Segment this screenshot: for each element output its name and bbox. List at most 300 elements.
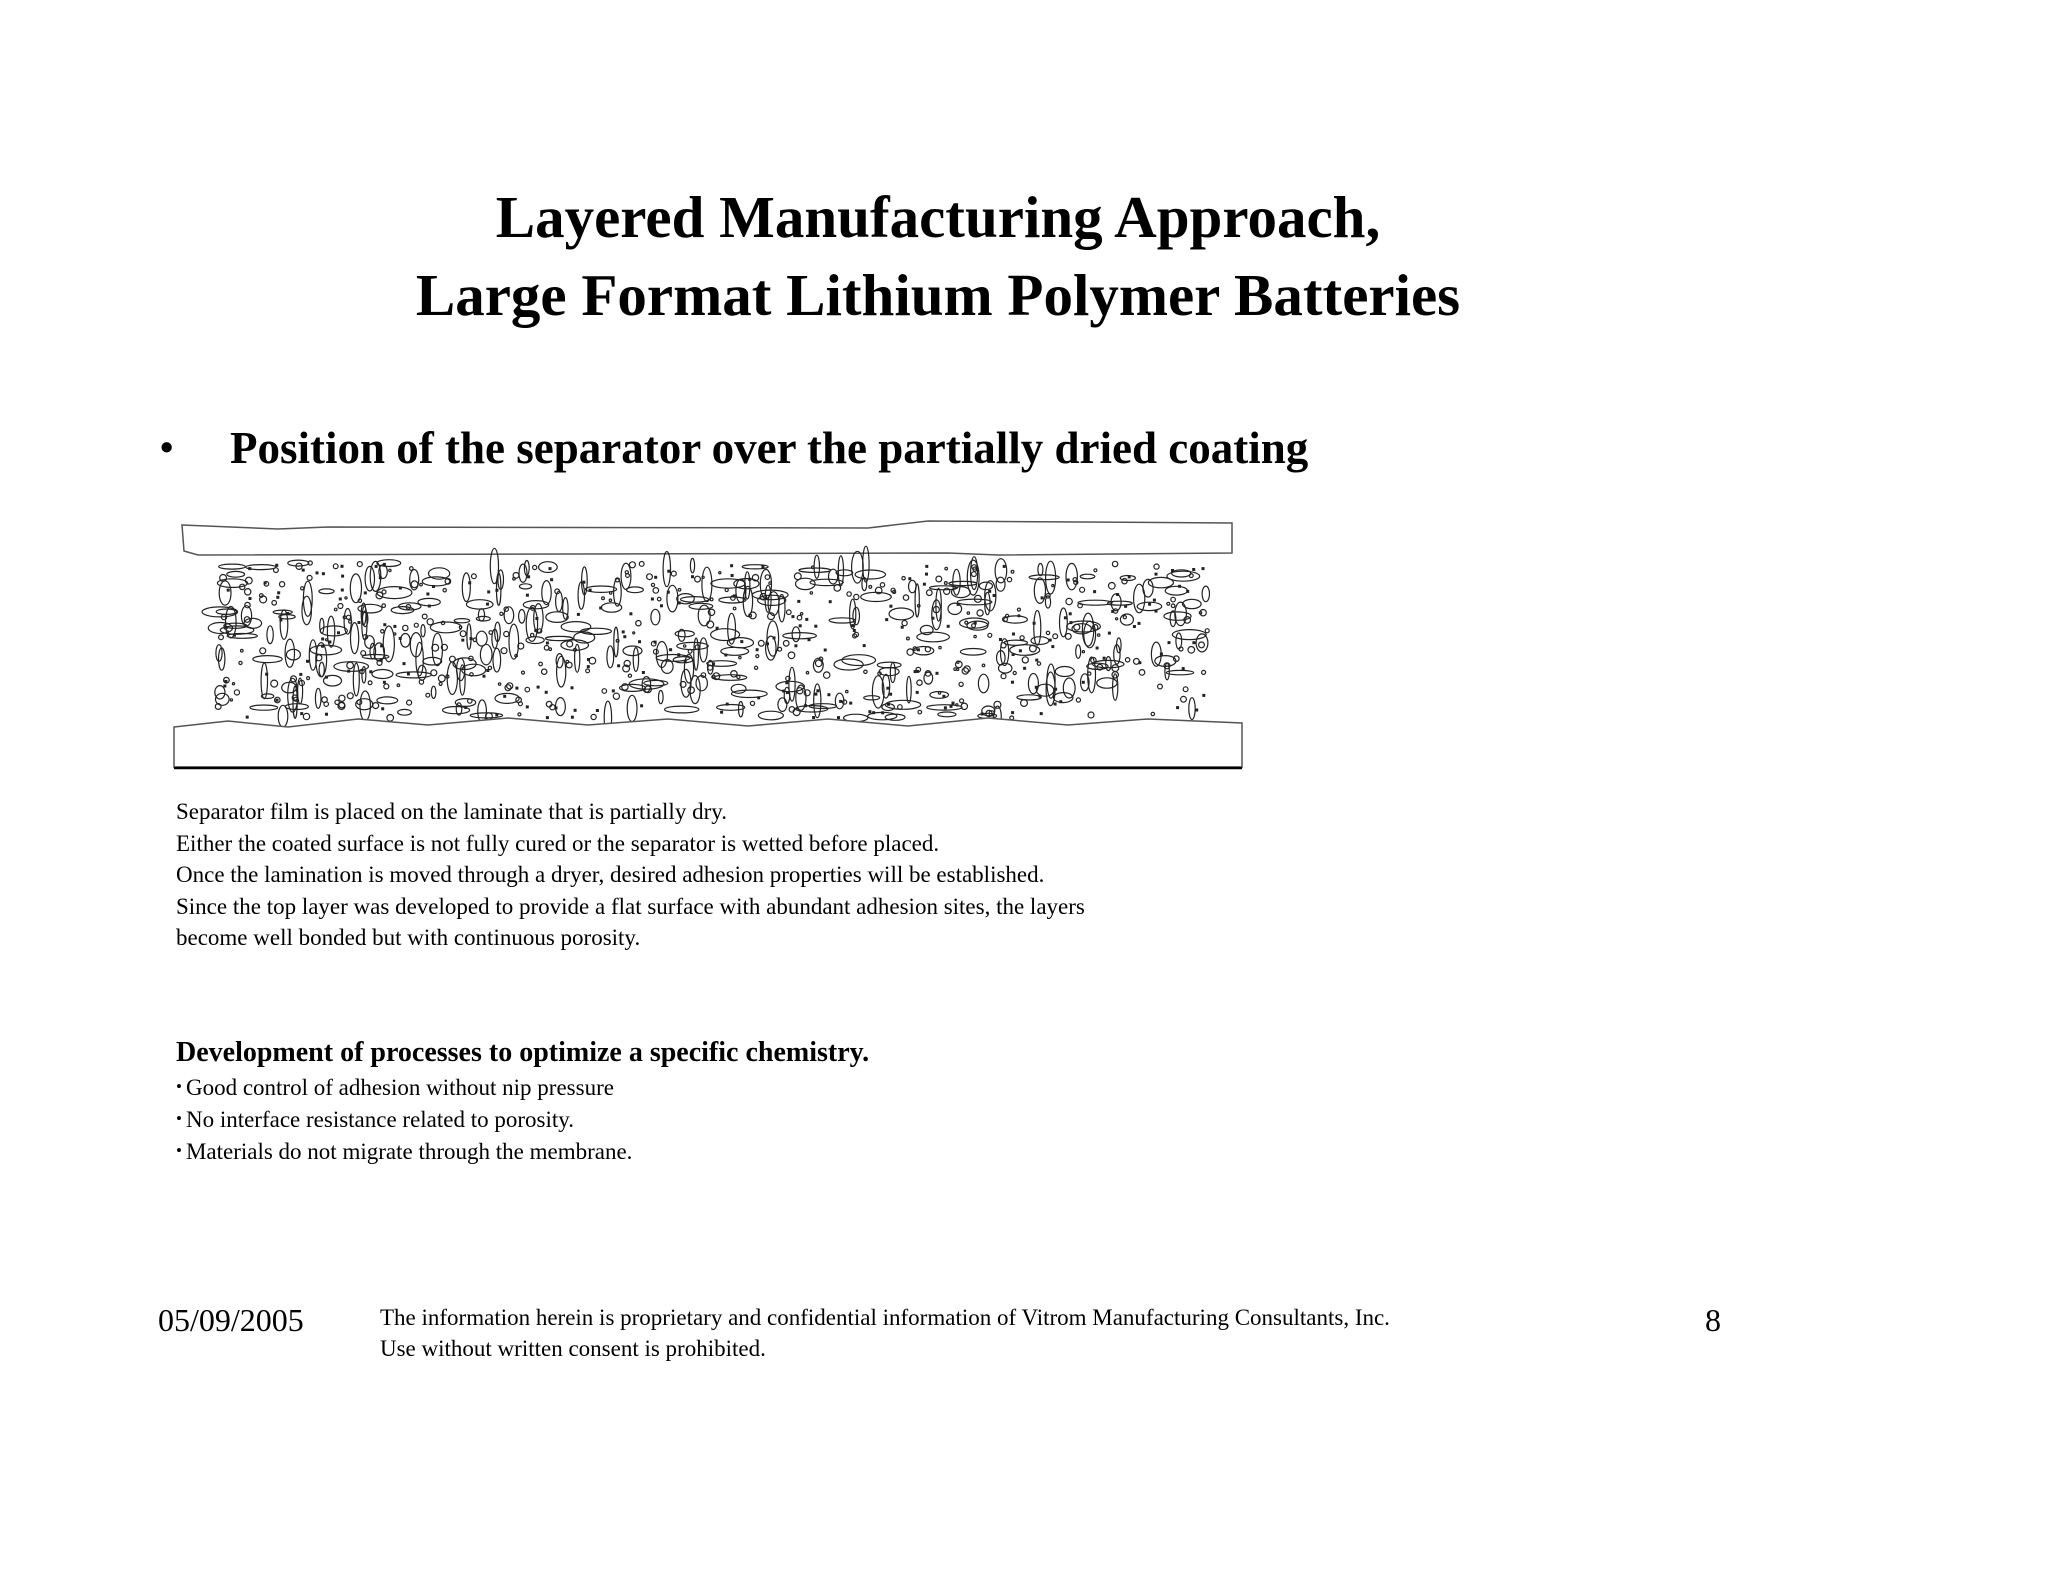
coating-particle bbox=[454, 619, 469, 623]
coating-particle bbox=[421, 625, 425, 637]
coating-particle bbox=[651, 583, 654, 586]
coating-particle bbox=[665, 706, 699, 713]
coating-particle bbox=[1196, 634, 1208, 652]
coating-particle bbox=[945, 567, 948, 570]
coating-particle bbox=[778, 698, 787, 712]
coating-particle bbox=[936, 672, 938, 674]
coating-particle bbox=[725, 654, 727, 656]
coating-particle bbox=[885, 714, 905, 720]
coating-particle bbox=[737, 675, 740, 678]
coating-particle bbox=[952, 702, 954, 704]
coating-particle bbox=[814, 555, 819, 578]
coating-particle bbox=[602, 597, 605, 600]
coating-particle bbox=[1003, 566, 1005, 568]
coating-particle bbox=[879, 668, 899, 676]
coating-particle bbox=[1165, 586, 1187, 595]
coating-particle bbox=[668, 570, 670, 572]
description-line-4: Since the top layer was developed to provide a flat surface with abundant adhesion sites, the layers bbox=[176, 893, 1085, 919]
coating-particle bbox=[829, 601, 831, 603]
coating-particle bbox=[1034, 578, 1045, 604]
coating-particle bbox=[341, 565, 343, 567]
coating-particle bbox=[403, 625, 408, 630]
coating-particle bbox=[1069, 613, 1071, 615]
coating-particle bbox=[219, 635, 224, 640]
coating-particle bbox=[338, 632, 340, 634]
coating-particle bbox=[307, 677, 310, 680]
coating-particle bbox=[370, 671, 372, 673]
coating-particle bbox=[398, 709, 412, 715]
coating-particle bbox=[1055, 667, 1074, 677]
coating-particle bbox=[601, 603, 621, 612]
coating-particle bbox=[924, 583, 926, 585]
coating-particle bbox=[1054, 703, 1056, 705]
coating-particle bbox=[1202, 568, 1204, 570]
coating-particle bbox=[460, 631, 466, 637]
coating-particle bbox=[350, 574, 361, 603]
coating-particle bbox=[384, 684, 389, 689]
coating-particle bbox=[1000, 639, 1002, 641]
coating-particle bbox=[1171, 604, 1175, 608]
coating-particle bbox=[347, 662, 354, 669]
coating-particle bbox=[661, 605, 663, 607]
coating-particle bbox=[700, 638, 708, 662]
coating-particle bbox=[246, 716, 248, 718]
coating-particle bbox=[762, 566, 764, 568]
coating-particle bbox=[769, 582, 771, 584]
coating-particle bbox=[936, 576, 942, 582]
coating-particle bbox=[1036, 684, 1053, 696]
coating-particle bbox=[628, 674, 631, 677]
coating-particle bbox=[319, 589, 334, 594]
coating-particle bbox=[918, 710, 922, 714]
coating-particle bbox=[589, 589, 591, 591]
coating-particle bbox=[647, 574, 653, 580]
coating-particle bbox=[414, 623, 418, 627]
coating-particle bbox=[947, 625, 949, 627]
coating-particle bbox=[731, 684, 746, 693]
coating-particle bbox=[711, 579, 745, 588]
coating-particle bbox=[1088, 712, 1094, 718]
coating-particle bbox=[982, 664, 985, 667]
coating-particle bbox=[267, 626, 273, 644]
coating-particle bbox=[1049, 639, 1051, 641]
coating-particle bbox=[555, 707, 557, 709]
coating-particle bbox=[345, 597, 347, 599]
coating-particle bbox=[303, 713, 309, 719]
coating-particle bbox=[426, 693, 430, 697]
coating-particle bbox=[794, 573, 801, 580]
coating-particle bbox=[799, 625, 801, 627]
coating-particle bbox=[1082, 681, 1084, 683]
coating-particle bbox=[519, 584, 531, 589]
main-bullet-text: Position of the separator over the partially dried coating bbox=[230, 423, 1309, 473]
coating-particle bbox=[1094, 569, 1097, 572]
coating-particle bbox=[389, 569, 391, 571]
coating-particle bbox=[627, 695, 637, 721]
description-line-1: Separator film is placed on the laminate that is partially dry. bbox=[176, 799, 727, 824]
list-item bbox=[176, 1135, 632, 1167]
coating-particle bbox=[854, 594, 859, 599]
coating-particle bbox=[824, 672, 830, 678]
coating-particle bbox=[1021, 700, 1028, 707]
coating-particle bbox=[280, 619, 282, 621]
description-line-3: Once the lamination is moved through a dryer, desired adhesion properties will be established. bbox=[176, 862, 1045, 887]
coating-particle bbox=[298, 678, 303, 704]
coating-particle bbox=[840, 701, 842, 703]
coating-particle bbox=[1052, 585, 1054, 587]
coating-particle bbox=[544, 646, 549, 651]
coating-particle bbox=[245, 577, 252, 584]
coating-particle bbox=[670, 649, 672, 651]
coating-particle bbox=[885, 700, 920, 709]
coating-particle bbox=[472, 574, 477, 579]
coating-particle bbox=[1182, 668, 1184, 670]
coating-particle bbox=[394, 626, 396, 628]
coating-particle bbox=[869, 711, 871, 713]
coating-particle bbox=[996, 577, 1005, 591]
coating-particle bbox=[945, 707, 947, 709]
coating-particle bbox=[815, 693, 817, 695]
coating-particle bbox=[1109, 583, 1116, 590]
coating-particle bbox=[1171, 597, 1176, 602]
coating-particle bbox=[786, 682, 788, 684]
coating-particle bbox=[1036, 659, 1038, 661]
coating-particle bbox=[1013, 633, 1015, 635]
coating-particle bbox=[280, 582, 285, 587]
coating-particle bbox=[225, 681, 227, 683]
coating-particle bbox=[974, 635, 976, 637]
coating-particle bbox=[307, 660, 309, 662]
coating-particle bbox=[488, 591, 490, 593]
coating-particle bbox=[498, 683, 500, 685]
coating-particle bbox=[509, 624, 519, 659]
coating-particle bbox=[323, 573, 325, 575]
coating-particle bbox=[591, 714, 596, 719]
coating-particle bbox=[587, 666, 589, 668]
coating-particle bbox=[758, 711, 783, 720]
coating-particle bbox=[320, 626, 347, 636]
coating-particle bbox=[239, 661, 242, 664]
coating-particle bbox=[505, 685, 511, 691]
coating-particle bbox=[549, 568, 551, 570]
coating-particle bbox=[219, 564, 246, 569]
coating-particle bbox=[1041, 597, 1043, 599]
coating-particle bbox=[800, 613, 802, 615]
coating-particle bbox=[443, 589, 446, 592]
coating-particle bbox=[651, 609, 660, 625]
coating-particle bbox=[719, 572, 721, 574]
coating-particle bbox=[431, 670, 437, 676]
coating-particle bbox=[1047, 664, 1055, 698]
coating-particle bbox=[869, 586, 872, 589]
coating-particle bbox=[1052, 646, 1054, 648]
coating-particle bbox=[695, 576, 701, 582]
coating-particle bbox=[1012, 681, 1014, 683]
coating-particle bbox=[478, 609, 484, 621]
coating-particle bbox=[224, 685, 226, 687]
coating-particle bbox=[890, 663, 895, 683]
coating-particle bbox=[410, 567, 414, 571]
coating-particle bbox=[1112, 561, 1117, 566]
coating-particle bbox=[470, 638, 472, 640]
coating-particle bbox=[1094, 591, 1096, 593]
coating-particle bbox=[377, 697, 398, 704]
coating-particle bbox=[533, 565, 537, 569]
coating-particle bbox=[939, 646, 941, 648]
coating-particle bbox=[264, 582, 266, 584]
coating-particle bbox=[954, 668, 957, 671]
coating-particle bbox=[342, 575, 344, 577]
coating-particle bbox=[347, 693, 353, 699]
coating-particle bbox=[357, 562, 362, 567]
coating-particle bbox=[927, 590, 933, 596]
coating-particle bbox=[907, 637, 910, 640]
coating-particle bbox=[382, 708, 384, 710]
coating-particle bbox=[907, 649, 913, 655]
coating-particle bbox=[1183, 687, 1188, 692]
coating-particle bbox=[783, 641, 789, 647]
coating-particle bbox=[688, 649, 692, 653]
coating-particle bbox=[643, 672, 645, 674]
coating-particle bbox=[339, 695, 345, 701]
coating-particle bbox=[230, 699, 232, 701]
coating-particle bbox=[488, 666, 491, 669]
coating-particle bbox=[710, 598, 713, 601]
coating-particle bbox=[995, 559, 1007, 583]
coating-particle bbox=[613, 693, 619, 699]
coating-particle bbox=[303, 581, 312, 616]
coating-particle bbox=[360, 691, 370, 721]
coating-particle bbox=[272, 601, 277, 606]
coating-particle bbox=[241, 649, 244, 652]
coating-particle bbox=[602, 689, 607, 694]
coating-particle bbox=[1076, 645, 1081, 658]
coating-particle bbox=[1063, 678, 1075, 698]
list-item bbox=[176, 1103, 632, 1135]
coating-particle bbox=[873, 712, 875, 714]
coating-particle bbox=[902, 577, 905, 580]
footer-notice-line-2: Use without written consent is prohibited. bbox=[380, 1336, 766, 1361]
coating-particle bbox=[667, 591, 669, 593]
coating-particle bbox=[932, 617, 934, 619]
coating-particle bbox=[787, 692, 789, 694]
coating-particle bbox=[623, 646, 642, 656]
coating-particle bbox=[810, 592, 812, 594]
coating-particle bbox=[250, 705, 278, 710]
coating-particle bbox=[698, 605, 710, 626]
coating-particle bbox=[814, 684, 821, 718]
coating-particle bbox=[684, 660, 686, 662]
coating-particle bbox=[571, 687, 573, 689]
coating-particle bbox=[346, 615, 350, 619]
layered-cross-section-diagram bbox=[168, 515, 1248, 780]
coating-particle bbox=[916, 692, 918, 694]
coating-particle bbox=[758, 640, 764, 646]
coating-particle bbox=[795, 645, 797, 647]
coating-particle bbox=[792, 616, 794, 618]
coating-particle bbox=[756, 655, 759, 658]
coating-particle bbox=[863, 645, 865, 647]
coating-particle bbox=[889, 608, 914, 620]
coating-particle bbox=[551, 579, 553, 581]
coating-particle bbox=[394, 633, 396, 635]
coating-particle bbox=[920, 625, 933, 634]
coating-particle bbox=[690, 558, 694, 572]
coating-particle bbox=[1181, 696, 1187, 702]
coating-particle bbox=[1097, 678, 1117, 688]
coating-particle bbox=[1193, 569, 1195, 571]
coating-particle bbox=[423, 657, 442, 665]
coating-particle bbox=[349, 620, 352, 623]
coating-particle bbox=[260, 648, 266, 654]
coating-particle bbox=[403, 663, 405, 665]
coating-particle bbox=[1168, 642, 1170, 644]
coating-particle bbox=[1122, 579, 1127, 584]
coating-particle bbox=[427, 619, 433, 625]
coating-particle bbox=[483, 675, 485, 677]
coating-particle bbox=[1088, 672, 1091, 675]
coating-particle bbox=[633, 632, 635, 634]
coating-particle bbox=[1139, 670, 1145, 676]
coating-particle bbox=[1096, 647, 1098, 649]
coating-particle bbox=[504, 695, 506, 697]
coating-particle bbox=[1177, 707, 1179, 709]
coating-particle bbox=[629, 562, 635, 568]
coating-particle bbox=[496, 714, 498, 716]
coating-particle bbox=[926, 573, 928, 575]
coating-particle bbox=[334, 608, 337, 611]
coating-particle bbox=[249, 598, 251, 600]
coating-particle bbox=[470, 673, 473, 676]
coating-particle bbox=[978, 674, 988, 693]
coating-particle bbox=[542, 669, 547, 674]
coating-particle bbox=[373, 703, 379, 709]
coating-particle bbox=[721, 711, 723, 713]
coating-particle bbox=[787, 610, 792, 615]
list-item-text: Good control of adhesion without nip pressure bbox=[185, 1075, 614, 1100]
coating-particle bbox=[537, 686, 539, 688]
coating-particle bbox=[767, 643, 769, 645]
coating-particle bbox=[1109, 632, 1111, 634]
coating-particle bbox=[246, 565, 276, 570]
coating-particle bbox=[216, 693, 230, 705]
coating-particle bbox=[838, 717, 840, 719]
coating-particle bbox=[654, 641, 656, 643]
coating-particle bbox=[245, 602, 250, 607]
coating-particle bbox=[716, 627, 718, 629]
coating-particle bbox=[431, 686, 436, 698]
coating-particle bbox=[539, 662, 543, 666]
coating-particle bbox=[301, 587, 304, 590]
coating-particle bbox=[1203, 695, 1205, 697]
coating-particle bbox=[362, 667, 366, 683]
coating-particle bbox=[307, 575, 312, 580]
coating-particle bbox=[938, 712, 956, 717]
coating-particle bbox=[903, 595, 908, 600]
list-item bbox=[176, 1071, 632, 1103]
coating-particle bbox=[1196, 709, 1198, 711]
coating-particle bbox=[416, 642, 423, 676]
coating-particle bbox=[525, 687, 530, 692]
coating-particle bbox=[792, 627, 800, 642]
coating-particle bbox=[1205, 629, 1209, 633]
slide-title-line-2: Large Format Lithium Polymer Batteries bbox=[415, 262, 1461, 328]
coating-particle bbox=[462, 639, 464, 641]
footer-notice-line-1: The information herein is proprietary and confidential information of Vitrom Manufacturing Consultants, Inc. bbox=[380, 1305, 1390, 1330]
coating-particle bbox=[489, 631, 493, 635]
coating-particle bbox=[401, 634, 411, 648]
coating-particle bbox=[626, 574, 630, 578]
coating-particle bbox=[808, 639, 810, 641]
coating-particle bbox=[959, 682, 963, 686]
coating-particle bbox=[326, 639, 328, 641]
coating-particle bbox=[972, 572, 977, 577]
coating-particle bbox=[1175, 602, 1187, 626]
coating-particle bbox=[739, 656, 741, 658]
coating-particle bbox=[824, 649, 826, 651]
bullet-dot-icon: • bbox=[160, 427, 174, 469]
coating-particle bbox=[480, 644, 492, 665]
coating-particle bbox=[227, 571, 245, 577]
coating-particle bbox=[1202, 670, 1206, 674]
coating-particle bbox=[1123, 616, 1126, 619]
description-line-5: become well bonded but with continuous porosity. bbox=[176, 925, 641, 950]
coating-particle bbox=[755, 666, 758, 669]
description-line-2: Either the coated surface is not fully cured or the separator is wetted before placed. bbox=[176, 830, 940, 856]
coating-particle bbox=[847, 592, 851, 596]
coating-particle bbox=[1193, 642, 1195, 644]
coating-particle bbox=[1067, 579, 1069, 581]
coating-particle bbox=[829, 618, 855, 623]
coating-particle bbox=[943, 695, 945, 697]
coating-particle bbox=[324, 675, 342, 686]
coating-particle bbox=[917, 680, 922, 685]
coating-particle bbox=[989, 590, 991, 592]
coating-particle bbox=[776, 681, 804, 691]
coating-particle bbox=[408, 673, 410, 675]
coating-particle bbox=[813, 717, 815, 719]
development-heading: Development of processes to optimize a specific chemistry. bbox=[176, 1037, 870, 1068]
coating-particle bbox=[887, 687, 889, 689]
coating-particle bbox=[384, 624, 386, 626]
coating-particle bbox=[276, 699, 278, 701]
coating-particle bbox=[930, 692, 949, 699]
coating-particle bbox=[1017, 695, 1041, 700]
coating-particle bbox=[758, 595, 786, 605]
coating-particle bbox=[234, 690, 239, 695]
coating-particle bbox=[1166, 670, 1193, 674]
coating-particle bbox=[519, 610, 525, 624]
coating-particle bbox=[967, 612, 969, 614]
coating-particle bbox=[655, 576, 657, 578]
coating-particle bbox=[513, 578, 516, 581]
coating-particle bbox=[1134, 626, 1136, 628]
coating-particle bbox=[914, 671, 916, 673]
coating-particle bbox=[609, 599, 611, 601]
coating-particle bbox=[427, 593, 429, 595]
coating-particle bbox=[778, 647, 782, 651]
coating-particle bbox=[864, 696, 880, 700]
coating-particle bbox=[1046, 561, 1056, 594]
coating-particle bbox=[561, 622, 591, 632]
coating-particle bbox=[399, 638, 401, 640]
separator-film bbox=[182, 521, 1232, 555]
coating-particle bbox=[1038, 564, 1043, 576]
coating-particle bbox=[439, 682, 442, 685]
coating-particle bbox=[614, 579, 622, 607]
coating-particle bbox=[639, 562, 644, 567]
coating-particle bbox=[381, 645, 383, 647]
